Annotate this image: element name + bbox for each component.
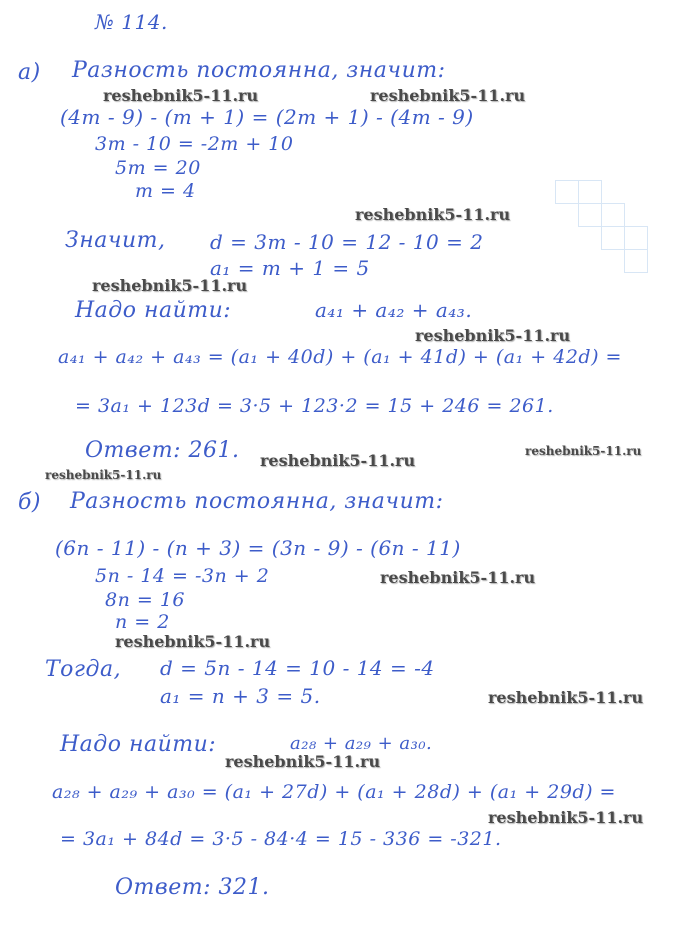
watermark: reshebnik5-11.ru xyxy=(488,808,644,827)
watermark: reshebnik5-11.ru xyxy=(45,468,162,482)
part-a-intro: Разность постоянна, значит: xyxy=(72,58,446,83)
part-b-step2: 8n = 16 xyxy=(105,589,186,611)
part-a-a1-expression: a₁ = m + 1 = 5 xyxy=(210,256,370,280)
part-b-step3: n = 2 xyxy=(115,611,170,633)
watermark: reshebnik5-11.ru xyxy=(115,632,271,651)
part-b-intro: Разность постоянна, значит: xyxy=(70,489,444,514)
watermark: reshebnik5-11.ru xyxy=(260,451,416,470)
watermark: reshebnik5-11.ru xyxy=(525,444,642,458)
part-a-step1: 3m - 10 = -2m + 10 xyxy=(95,133,294,155)
watermark: reshebnik5-11.ru xyxy=(415,326,571,345)
part-a-sum-result: = 3a₁ + 123d = 3·5 + 123·2 = 15 + 246 = 261. xyxy=(75,395,554,417)
part-a-find-label: Надо найти: xyxy=(75,298,232,323)
part-b-answer: Ответ: 321. xyxy=(115,875,270,900)
part-a-label: а) xyxy=(18,60,41,85)
part-a-find-expression: a₄₁ + a₄₂ + a₄₃. xyxy=(315,298,473,322)
watermark: reshebnik5-11.ru xyxy=(355,205,511,224)
watermark: reshebnik5-11.ru xyxy=(488,688,644,707)
background-grid xyxy=(545,150,665,300)
part-a-sum-expression: a₄₁ + a₄₂ + a₄₃ = (a₁ + 40d) + (a₁ + 41d) + (a₁ + 42d) = xyxy=(58,346,622,368)
part-a-d-expression: d = 3m - 10 = 12 - 10 = 2 xyxy=(210,230,484,254)
part-a-conclusion-word: Значит, xyxy=(65,228,166,253)
part-a-step2: 5m = 20 xyxy=(115,157,201,179)
part-b-find-expression: a₂₈ + a₂₉ + a₃₀. xyxy=(290,733,433,754)
part-b-sum-result: = 3a₁ + 84d = 3·5 - 84·4 = 15 - 336 = -321. xyxy=(60,828,502,850)
watermark: reshebnik5-11.ru xyxy=(370,86,526,105)
part-b-conclusion-word: Тогда, xyxy=(45,657,122,682)
part-b-sum-expression: a₂₈ + a₂₉ + a₃₀ = (a₁ + 27d) + (a₁ + 28d) + (a₁ + 29d) = xyxy=(52,781,616,803)
part-a-answer: Ответ: 261. xyxy=(85,438,240,463)
part-a-equation: (4m - 9) - (m + 1) = (2m + 1) - (4m - 9) xyxy=(60,105,474,129)
watermark: reshebnik5-11.ru xyxy=(225,752,381,771)
part-b-step1: 5n - 14 = -3n + 2 xyxy=(95,565,270,587)
watermark: reshebnik5-11.ru xyxy=(380,568,536,587)
part-b-d-expression: d = 5n - 14 = 10 - 14 = -4 xyxy=(160,656,435,680)
part-b-label: б) xyxy=(18,490,42,515)
problem-number: № 114. xyxy=(95,10,168,34)
part-b-equation: (6n - 11) - (n + 3) = (3n - 9) - (6n - 11) xyxy=(55,536,461,560)
watermark: reshebnik5-11.ru xyxy=(103,86,259,105)
watermark: reshebnik5-11.ru xyxy=(92,276,248,295)
part-b-a1-expression: a₁ = n + 3 = 5. xyxy=(160,684,321,708)
part-b-find-label: Надо найти: xyxy=(60,732,217,757)
part-a-step3: m = 4 xyxy=(135,180,196,202)
